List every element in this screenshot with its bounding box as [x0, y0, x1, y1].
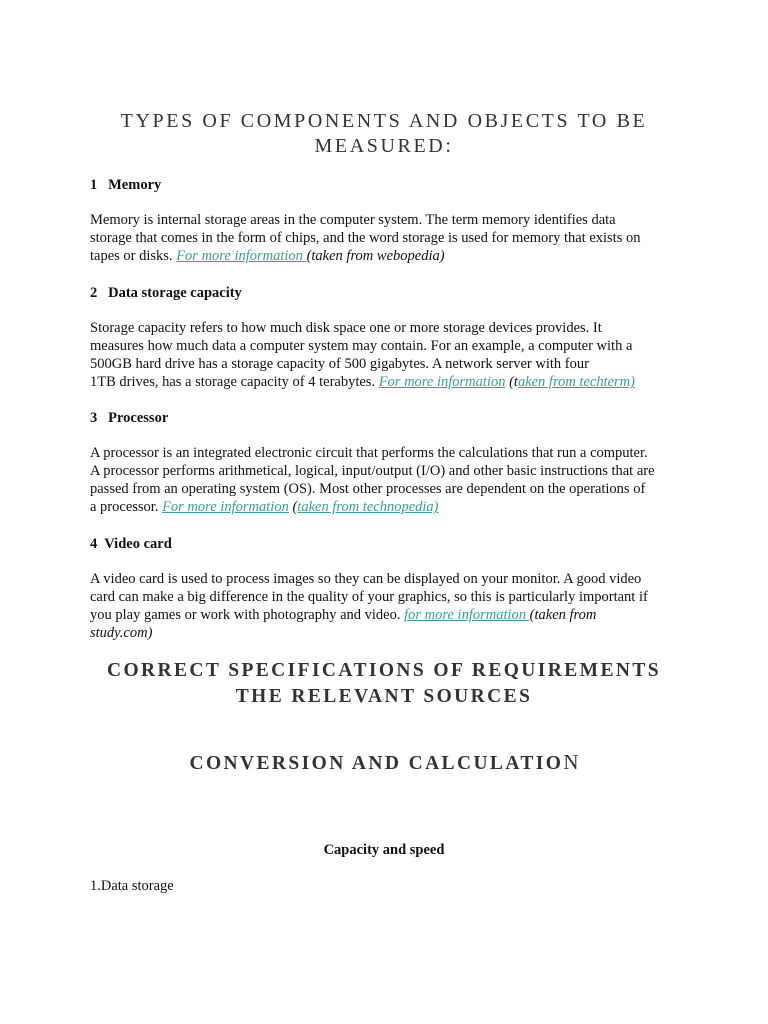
video-card-info-link[interactable]: for more information [404, 607, 530, 624]
section-number: 3 [90, 410, 98, 426]
data-storage-item: 1.Data storage [90, 878, 174, 894]
section-title: Data storage capacity [108, 285, 242, 301]
storage-info-link[interactable]: For more information [378, 374, 506, 391]
section-title: Processor [108, 410, 169, 426]
processor-info-link[interactable]: For more information [162, 499, 289, 516]
technopedia-source-link[interactable]: taken from technopedia) [297, 499, 439, 516]
section-title: Video card [104, 536, 172, 552]
page-title-line-2: MEASURED: [314, 135, 454, 157]
paragraph-line [90, 606, 690, 624]
paragraph-line-text: tapes or disks. [90, 248, 177, 265]
correct-specifications-line-2: THE RELEVANT SOURCES [235, 686, 533, 707]
techterm-source-link[interactable]: aken from techterm) [517, 374, 635, 391]
conversion-calculation-title [60, 749, 708, 777]
paragraph-line: A video card is used to process images so they can be displayed on your monitor. A good video [90, 571, 642, 587]
paragraph-line: Memory is internal storage areas in the computer system. The term memory identifies data [90, 212, 616, 228]
page-title-line-1: TYPES OF COMPONENTS AND OBJECTS TO BE [120, 110, 648, 132]
paragraph-line [90, 498, 690, 516]
conversion-title-last-letter: N [563, 750, 579, 774]
conversion-title-text: CONVERSION AND CALCULATIO [189, 753, 564, 774]
memory-info-link[interactable]: For more information [176, 248, 307, 265]
section-number: 4 [90, 536, 98, 552]
correct-specifications-title [60, 658, 708, 710]
section-number: 1 [90, 177, 98, 193]
paragraph-line-text: you play games or work with photography and video. [90, 607, 405, 624]
paragraph-line [90, 373, 690, 391]
paragraph-line: card can make a big difference in the quality of your graphics, so this is particularly important if [90, 589, 648, 606]
source-note: (taken from [529, 607, 597, 624]
paragraph-line: A processor is an integrated electronic circuit that performs the calculations that run a computer. [90, 445, 648, 461]
section-paragraph-video-card [90, 570, 690, 642]
section-heading-video-card [90, 535, 172, 553]
section-paragraph-data-storage [90, 319, 690, 391]
section-heading-data-storage [90, 284, 242, 302]
section-heading-processor [90, 409, 168, 427]
paragraph-line: storage that comes in the form of chips, and the word storage is used for memory that exists on [90, 230, 641, 247]
section-paragraph-processor [90, 444, 690, 516]
correct-specifications-line-1: CORRECT SPECIFICATIONS OF REQUIREMENTS [106, 660, 662, 681]
section-heading-memory [90, 176, 161, 194]
section-number: 2 [90, 285, 98, 301]
paragraph-line [90, 247, 690, 265]
page-title [90, 109, 678, 159]
section-title: Memory [108, 177, 162, 193]
paragraph-line: measures how much data a computer system may contain. For an example, a computer with a [90, 338, 633, 355]
source-note: (taken from webopedia) [306, 248, 445, 265]
paragraph-line: Storage capacity refers to how much disk space one or more storage devices provides. It [90, 320, 602, 336]
source-note: ( [288, 499, 298, 516]
paragraph-line: study.com) [90, 625, 153, 642]
section-paragraph-memory [90, 211, 690, 265]
paragraph-line: passed from an operating system (OS). Most other processes are dependent on the operations of [90, 481, 646, 498]
paragraph-line: A processor performs arithmetical, logical, input/output (I/O) and other basic instructions that are [90, 463, 655, 480]
source-note: (t [505, 374, 518, 391]
paragraph-line-text: a processor. [90, 499, 163, 516]
paragraph-line-text: 1TB drives, has a storage capacity of 4 terabytes. [90, 374, 379, 391]
capacity-speed-heading: Capacity and speed [323, 842, 445, 858]
paragraph-line: 500GB hard drive has a storage capacity of 500 gigabytes. A network server with four [90, 356, 589, 373]
